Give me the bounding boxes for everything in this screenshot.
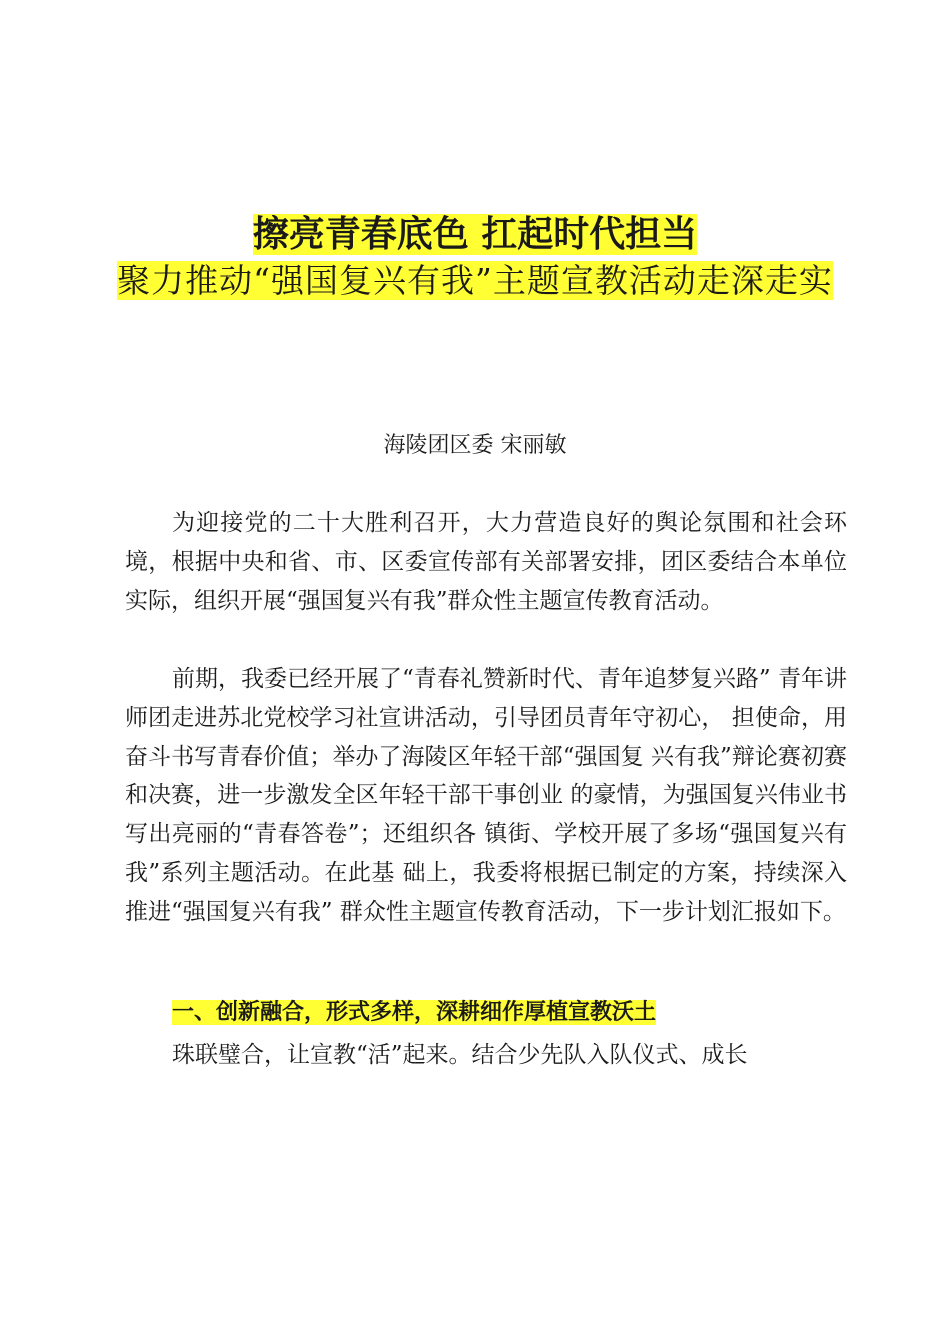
paragraph-2: 前期，我委已经开展了“青春礼赞新时代、青年追梦复兴路” 青年讲师团走进苏北党校学习社宣讲活动，引导团员青年守初心， 担使命，用奋斗书写青春价值；举办了海陵区年轻干部“强国复 兴有我”辩论赛初赛和决赛，进一步激发全区年轻干部干事创业 的豪情，为强国复兴伟业书写出亮丽的“青春答卷”；还组织各 镇街、学校开展了多场“强国复兴有我”系列主题活动。在此基 础上，我委将根据已制定的方案，持续深入推进“强国复兴有我” 群众性主题宣传教育活动，下一步计划汇报如下。 (125, 666, 847, 925)
title-line-2 (115, 257, 835, 304)
title-line-1-text: 擦亮青春底色 扛起时代担当 (252, 214, 698, 255)
title-line-1 (0, 210, 950, 260)
section-heading-1 (172, 994, 656, 1032)
paragraph-1: 为迎接党的二十大胜利召开，大力营造良好的舆论氛围和社会环境，根据中央和省、市、区委宣传部有关部署安排，团区委结合本单位实际，组织开展“强国复兴有我”群众性主题宣传教育活动。 (125, 510, 847, 614)
author-line: 海陵团区委 宋丽敏 (383, 433, 567, 458)
section-heading-1-text: 一、创新融合，形式多样，深耕细作厚植宣教沃土 (172, 1000, 657, 1025)
section-1-paragraph: 珠联璧合，让宣教“活”起来。结合少先队入队仪式、成长 (172, 1042, 748, 1068)
title-line-2-text: 聚力推动“强国复兴有我”主题宣教活动走深走实 (117, 261, 833, 300)
